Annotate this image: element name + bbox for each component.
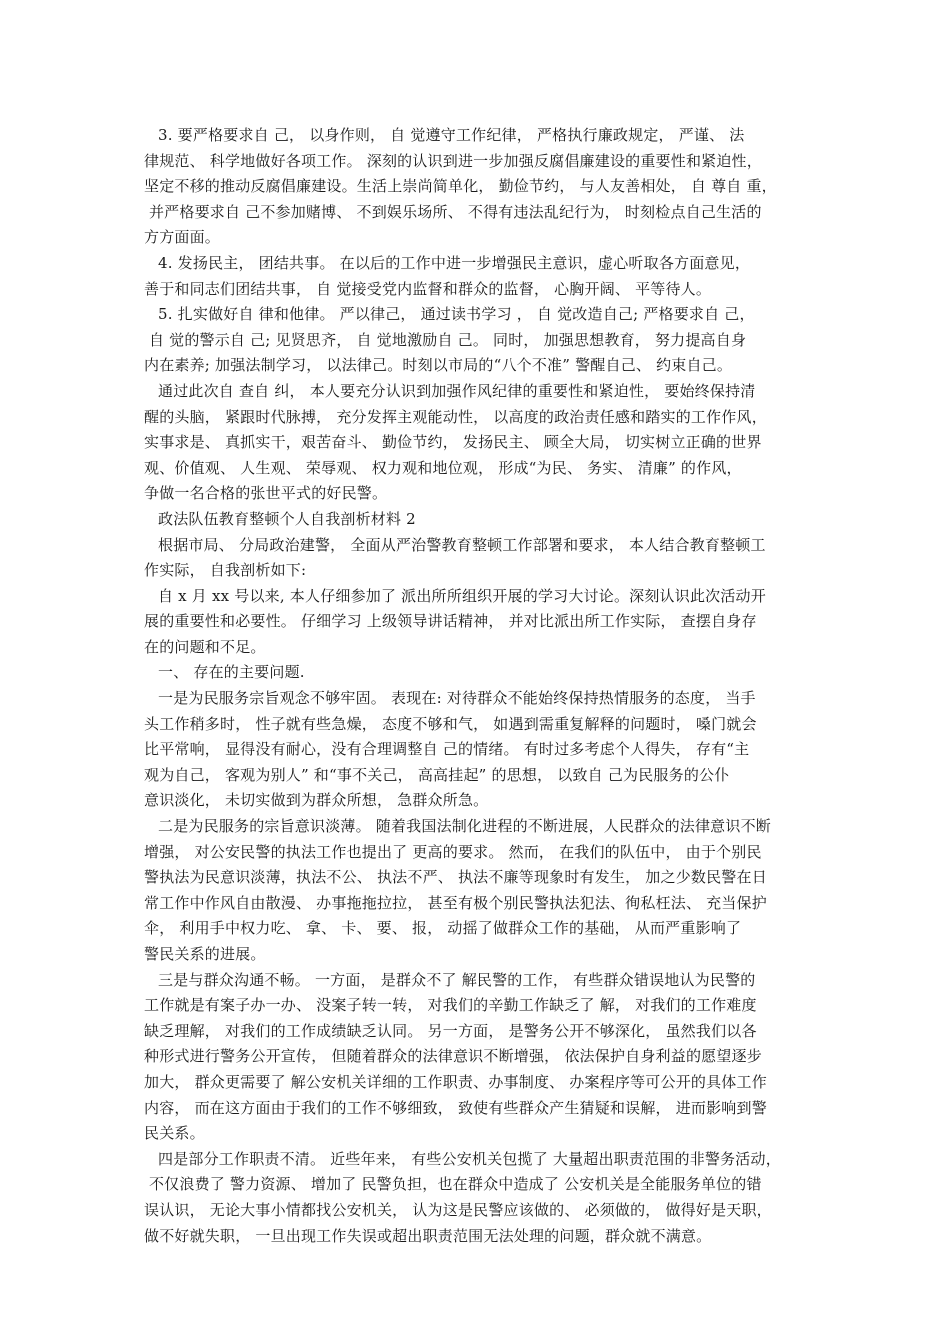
text-line: 加大， 群众更需要了 解公安机关详细的工作职责、办事制度、 办案程序等可公开的具体工作 (144, 1072, 767, 1091)
text-line: 工作就是有案子办一办、 没案子转一转， 对我们的辛勤工作缺乏了 解， 对我们的工作难度 (144, 996, 757, 1015)
text-line: 自 x 月 xx 号以来, 本人仔细参加了 派出所所组织开展的学习大讨论。深刻认识此次活动开 (158, 586, 766, 605)
text-line: 3. 要严格要求自 己， 以身作则， 自 觉遵守工作纪律， 严格执行廉政规定， 严谨、 法 (158, 126, 745, 144)
text-line: 自 觉的警示自 己; 见贤思齐， 自 觉地激励自 己。 同时， 加强思想教育， 努力提高自身 (144, 330, 747, 349)
text-line: 四是部分工作职责不清。 近些年来， 有些公安机关包揽了 大量超出职责范围的非警务活动， (158, 1149, 781, 1168)
text-line: 增强， 对公安民警的执法工作也提出了 更高的要求。 然而， 在我们的队伍中， 由于个别民 (144, 842, 762, 861)
text-line: 作实际， 自我剖析如下: (144, 561, 307, 580)
text-line: 观为自己， 客观为别人” 和“事不关己， 高高挂起” 的思想， 以致自 己为民服务的公仆 (144, 765, 730, 784)
text-line: 通过此次自 查自 纠， 本人要充分认识到加强作风纪律的重要性和紧迫性， 要始终保持清 (158, 381, 756, 400)
text-line: 展的重要性和必要性。 仔细学习 上级领导讲话精神， 并对比派出所工作实际， 查摆自身存 (144, 612, 757, 631)
text-line: 4. 发扬民主， 团结共事。 在以后的工作中进一步增强民主意识，虚心听取各方面意见， (158, 253, 751, 272)
text-line: 争做一名合格的张世平式的好民警。 (144, 484, 388, 503)
text-line: 头工作稍多时， 性子就有些急燥， 态度不够和气， 如遇到需重复解释的问题时， 嗓门就会 (144, 714, 757, 733)
text-line: 并严格要求自 己不参加赌博、 不到娱乐场所、 不得有违法乱纪行为， 时刻检点自己生活的 (144, 202, 762, 221)
text-line: 种形式进行警务公开宣传， 但随着群众的法律意识不断增强， 依法保护自身利益的愿望逐步 (144, 1047, 762, 1066)
text-line: 一、 存在的主要问题. (158, 663, 305, 682)
text-line: 在的问题和不足。 (144, 637, 266, 656)
document-body (144, 123, 820, 1249)
text-line: 醒的头脑， 紧跟时代脉搏， 充分发挥主观能动性， 以高度的政治责任感和踏实的工作作风， (144, 407, 767, 426)
text-line: 根据市局、 分局政治建警， 全面从严治警教育整顿工作部署和要求， 本人结合教育整顿工 (158, 535, 766, 554)
text-line: 坚定不移的推动反腐倡廉建设。生活上崇尚简单化， 勤俭节约， 与人友善相处， 自 尊自 重， (144, 177, 777, 196)
text-line: 内在素养; 加强法制学习， 以法律己。时刻以市局的“八个不准” 警醒自己、 约束自己。 (144, 356, 733, 375)
text-line: 常工作中作风自由散漫、 办事拖拖拉拉， 甚至有极个别民警执法犯法、徇私枉法、 充当保护 (144, 893, 767, 912)
text-line: 观、价值观、 人生观、 荣辱观、 权力观和地位观， 形成“为民、 务实、 清廉” 的作风， (144, 458, 742, 477)
text-line: 警民关系的进展。 (144, 945, 266, 963)
text-line: 三是与群众沟通不畅。 一方面， 是群众不了 解民警的工作， 有些群众错误地认为民警的 (158, 970, 756, 989)
text-line: 实事求是、 真抓实干，艰苦奋斗、 勤俭节约， 发扬民主、 顾全大局， 切实树立正确的世界 (144, 433, 762, 452)
text-line: 二是为民服务的宗旨意识淡薄。 随着我国法制化进程的不断进展，人民群众的法律意识不断 (158, 817, 771, 836)
text-line: 5. 扎实做好自 律和他律。 严以律己， 通过读书学习 ， 自 觉改造自己; 严格要求自 己， (158, 305, 755, 324)
text-line: 一是为民服务宗旨观念不够牢固。 表现在: 对待群众不能始终保持热情服务的态度， 当手 (158, 689, 756, 708)
text-line: 政法队伍教育整顿个人自我剖析材料 2 (158, 509, 416, 528)
text-line: 比平常响， 显得没有耐心，没有合理调整自 己的情绪。 有时过多考虑个人得失， 存有“主 (144, 740, 750, 759)
text-line: 不仅浪费了 警力资源、 增加了 民警负担，也在群众中造成了 公安机关是全能服务单位的错 (144, 1175, 762, 1194)
text-line: 误认识， 无论大事小情都找公安机关， 认为这是民警应该做的、 必须做的， 做得好是天职， (144, 1200, 772, 1219)
text-line: 缺乏理解， 对我们的工作成绩缺乏认同。 另一方面， 是警务公开不够深化， 虽然我们以各 (144, 1021, 757, 1040)
text-line: 律规范、 科学地做好各项工作。 深刻的认识到进一步加强反腐倡廉建设的重要性和紧迫性， (144, 151, 762, 170)
text-line: 方方面面。 (144, 228, 221, 247)
text-line: 意识淡化， 未切实做到为群众所想， 急群众所急。 (144, 791, 489, 810)
text-line: 内容， 而在这方面由于我们的工作不够细致， 致使有些群众产生猜疑和误解， 进而影响到警 (144, 1098, 767, 1117)
text-line: 警执法为民意识淡薄，执法不公、 执法不严、 执法不廉等现象时有发生， 加之少数民警在日 (144, 868, 767, 887)
text-line: 做不好就失职， 一旦出现工作失误或超出职责范围无法处理的问题，群众就不满意。 (144, 1226, 712, 1245)
text-line: 民关系。 (144, 1124, 205, 1143)
text-line: 伞， 利用手中权力吃、 拿、 卡、 要、 报， 动摇了做群众工作的基础， 从而严重影响了 (144, 919, 742, 938)
text-line: 善于和同志们团结共事， 自 觉接受党内监督和群众的监督， 心胸开阔、 平等待人。 (144, 279, 712, 298)
